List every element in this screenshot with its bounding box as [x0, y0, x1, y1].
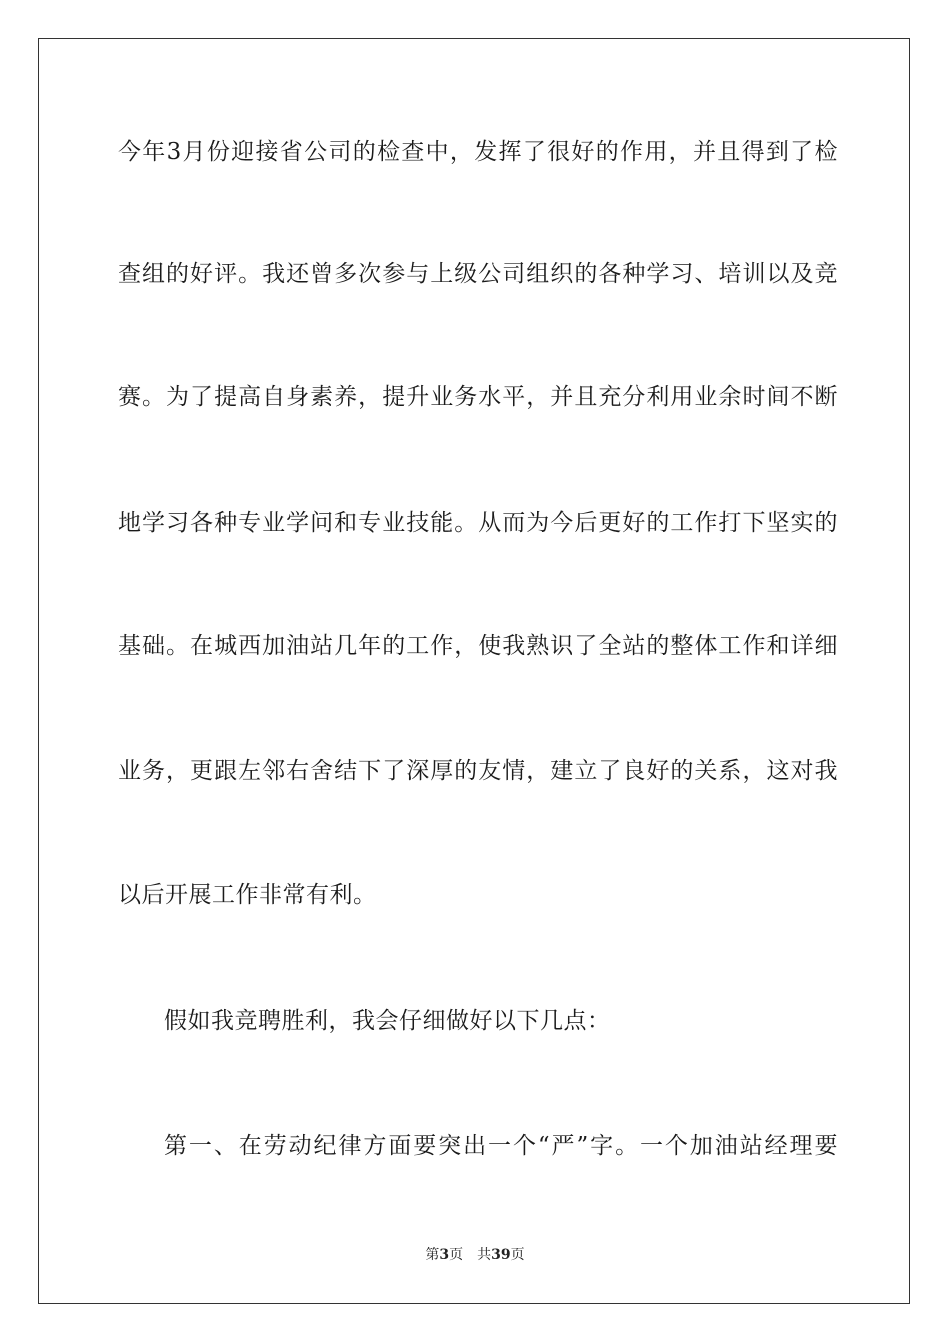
total-label-suffix: 页 — [510, 1247, 525, 1263]
body-text-line-5: 基础。在城西加油站几年的工作，使我熟识了全站的整体工作和详细 — [118, 633, 838, 659]
body-text-line-3: 赛。为了提高自身素养，提升业务水平，并且充分利用业余时间不断 — [118, 384, 838, 410]
page-label-prefix: 第 — [425, 1247, 440, 1263]
body-text-line-1: 今年3月份迎接省公司的检查中，发挥了很好的作用，并且得到了检 — [118, 139, 838, 165]
page-border — [38, 38, 910, 1304]
page-footer — [0, 1246, 950, 1264]
paragraph-intro-line: 假如我竞聘胜利，我会仔细做好以下几点： — [164, 1008, 611, 1034]
total-page-count: 39 — [491, 1247, 511, 1263]
body-text-line-7: 以后开展工作非常有利。 — [118, 882, 377, 908]
page-label-suffix: 页 — [449, 1247, 464, 1263]
body-text-line-4: 地学习各种专业学问和专业技能。从而为今后更好的工作打下坚实的 — [118, 510, 838, 536]
body-text-line-2: 查组的好评。我还曾多次参与上级公司组织的各种学习、培训以及竞 — [118, 261, 838, 287]
total-label-prefix: 共 — [477, 1247, 492, 1263]
paragraph-point-one-line: 第一、在劳动纪律方面要突出一个“严”字。一个加油站经理要 — [164, 1133, 838, 1159]
body-text-line-6: 业务，更跟左邻右舍结下了深厚的友情，建立了良好的关系，这对我 — [118, 758, 838, 784]
current-page-number: 3 — [439, 1247, 450, 1263]
